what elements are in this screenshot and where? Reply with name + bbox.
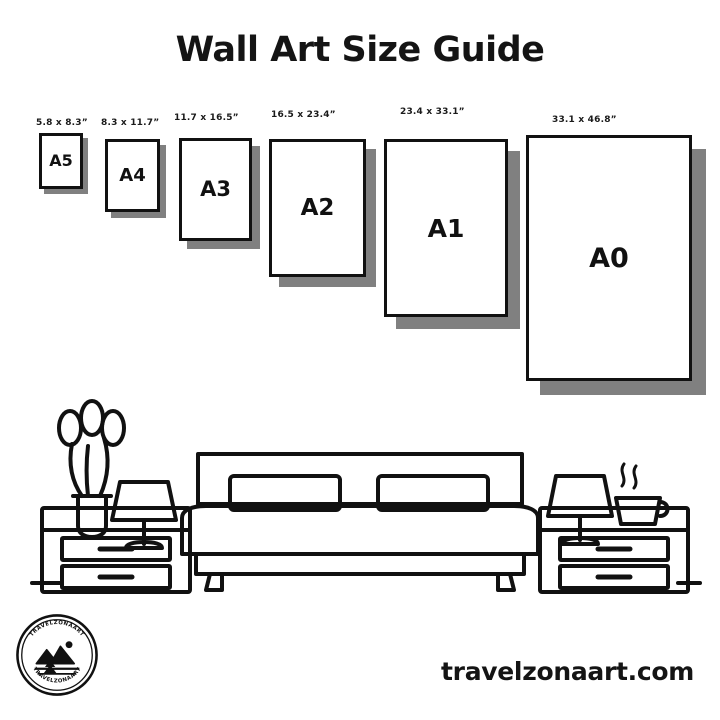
website-url[interactable]: travelzonaart.com (441, 657, 694, 686)
frame-a3-box (179, 138, 252, 241)
nightstand-right (540, 508, 688, 592)
frame-a4-caption: 8.3 x 11.7” (101, 118, 160, 128)
frame-a2-label: A2 (300, 194, 335, 221)
coffee-cup (616, 464, 668, 524)
frame-a4-box (105, 139, 160, 212)
frame-a2-box (269, 139, 366, 277)
frame-a1-label: A1 (427, 213, 465, 243)
frame-a5 (36, 118, 96, 198)
frame-a4-label: A4 (119, 164, 146, 186)
logo-text-top: TRAVELZONAART (28, 619, 86, 638)
frame-a1-box (384, 139, 508, 317)
frame-a5-box (39, 133, 83, 189)
bedroom-illustration (0, 378, 720, 608)
frame-a1-caption: 23.4 x 33.1” (400, 107, 465, 117)
frame-a5-caption: 5.8 x 8.3” (36, 118, 88, 128)
frame-a0-label: A0 (589, 242, 629, 274)
frame-a3-label: A3 (200, 177, 231, 201)
frame-a0-box (526, 135, 692, 381)
bed (182, 454, 538, 590)
travelzonaart-badge-logo (14, 612, 100, 698)
logo-text-bottom: TRAVELZONAART (31, 666, 83, 685)
mountain-pine-emblem (35, 641, 80, 674)
frame-a0 (518, 103, 718, 393)
frame-a5-label: A5 (49, 151, 73, 170)
frame-a2-caption: 16.5 x 23.4” (271, 110, 336, 120)
frame-a4 (101, 118, 181, 228)
frame-a0-caption: 33.1 x 46.8” (552, 115, 617, 125)
frame-a3-caption: 11.7 x 16.5” (174, 113, 239, 123)
page-title: Wall Art Size Guide (175, 30, 545, 70)
